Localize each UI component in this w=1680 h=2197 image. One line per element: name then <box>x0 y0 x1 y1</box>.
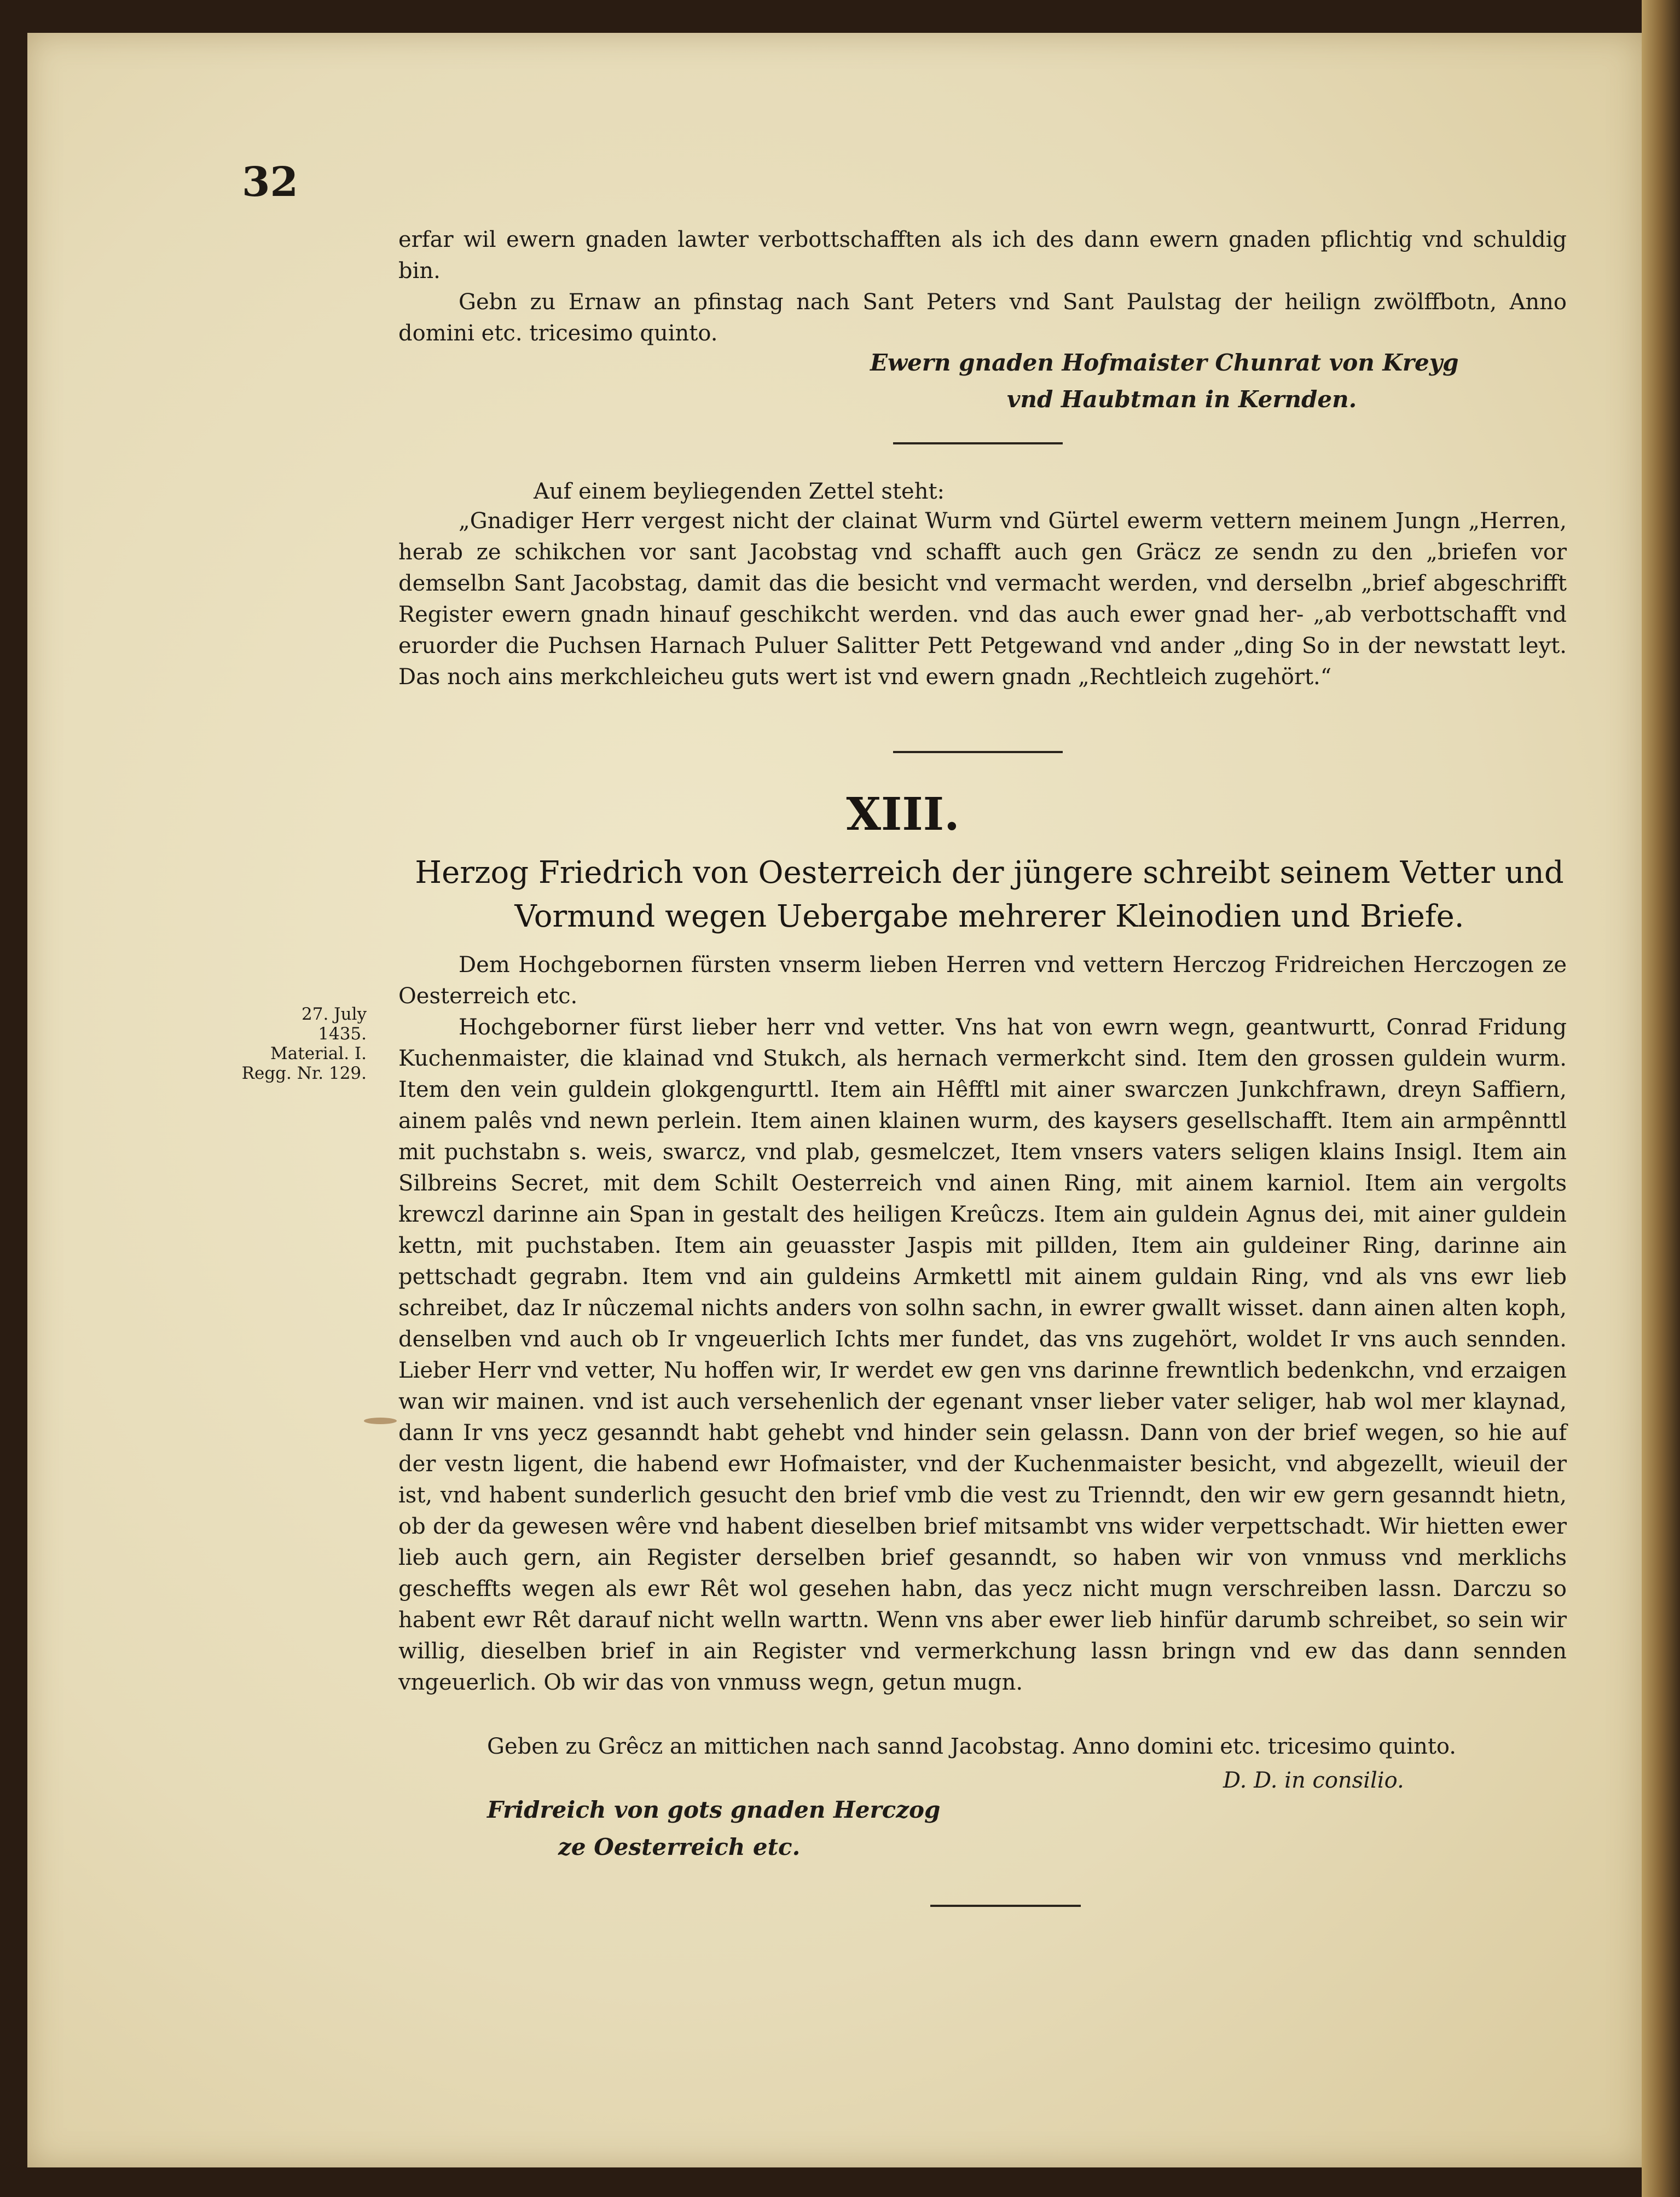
letter1-signature-line2: vnd Haubtman in Kernden. <box>1007 386 1357 413</box>
section-divider <box>893 751 1063 753</box>
letter2-signature-line1: Fridreich von gots gnaden Herczog <box>487 1796 941 1823</box>
letter1-signature-line1: Ewern gnaden Hofmaister Chunrat von Kreyg <box>870 349 1459 376</box>
letter2-address: Dem Hochgebornen fürsten vnserm lieben Herren vnd vettern Herczog Fridreichen Herczogen ze Oesterreich etc. <box>398 952 1567 1009</box>
margin-note-source: Material. I. <box>270 1044 367 1063</box>
end-divider <box>930 1905 1081 1907</box>
margin-note-date: 27. July <box>302 1004 367 1024</box>
letter2-closing: Geben zu Grêcz an mittichen nach sannd Jacobstag. Anno domini etc. tricesimo quinto. <box>487 1734 1456 1759</box>
attachment-intro: Auf einem beyliegenden Zettel steht: <box>534 479 945 504</box>
margin-note-year: 1435. <box>318 1024 367 1044</box>
margin-note-reference: Regg. Nr. 129. <box>241 1063 367 1083</box>
letter2-body: Hochgeborner fürst lieber herr vnd vetter. Vns hat von ewrn wegn, geantwurtt, Conrad Fridung Kuchenmaister, die klainad vnd Stukch, als hernach vermerkcht sind. Item den grossen guldein wurm. Item den vein guldein glokgengurttl. Item ain Hêfftl mit ainer swarczen Junkchfrawn, dreyn Saffiern, ainem palês vnd newn perlein. Item ainen klainen wurm, des kaysers gesellschafft. Item ain armpênnttl mit puchstabn s. weis, swarcz, vnd plab, gesmelczet, Item vnsers vaters seligen klains Insigl. Item ain Silbreins Secret, mit dem Schilt Oesterreich vnd ainen Ring, mit ainem karniol. Item ain vergolts krewczl darinne ain Span in gestalt des heiligen Kreûczs. Item ain guldein Agnus dei, mit ainer guldein kettn, mit puchstaben. Item ain geuasster Jaspis mit pillden, Item ain guldeiner Ring, darinne ain pettschadt gegrabn. Item vnd ain guldeins Armkettl mit ainem guldain Ring, vnd als vns ewr lieb schreibet, daz Ir nûczemal nichts anders von solhn sachn, in ewrer gwallt wisset. dann ainen alten koph, denselben vnd auch ob Ir vngeuerlich Ichts mer fundet, das vns zugehört, woldet Ir vns auch sennden. Lieber Herr vnd vetter, Nu hoffen wir, Ir werdet ew gen vns darinne frewntlich bedenkchn, vnd erzaigen wan wir mainen. vnd ist auch versehenlich der egenant vnser lieber vater seliger, hab wol mer klaynad, dann Ir vns yecz gesanndt habt gehebt vnd hinder sein gelassn. Dann von der brief wegen, so hie auf der vestn ligent, die habend ewr Hofmaister, vnd der Kuchenmaister besicht, vnd abgezellt, wieuil der ist, vnd habent sunderlich gesucht den brief vmb die vest zu Trienndt, den wir ew gern gesanndt hietn, ob der da gewesen wêre vnd habent dieselben brief mitsambt vns wider verpettschadt. Wir hietten ewer lieb auch gern, ain Register derselben brief gesanndt, so haben wir von vnmuss vnd merklichs gescheffts wegen als ewr Rêt wol gesehen habn, das yecz nicht mugn verschreiben lassn. Darczu so habent ewr Rêt darauf nicht welln warttn. Wenn vns aber ewer lieb hinfür darumb schreibet, so sein wir willig, dieselben brief in ain Register vnd vermerkchung lassn bringn vnd ew das dann sennden vngeuerlich. Ob wir das von vnmuss wegn, getun mugn. <box>398 1015 1567 1695</box>
section-divider <box>893 442 1063 444</box>
letter2-signature-line2: ze Oesterreich etc. <box>558 1834 801 1860</box>
letter1-dating: Gebn zu Ernaw an pfinstag nach Sant Peters vnd Sant Paulstag der heilign zwölffbotn, Anno domini etc. tricesimo quinto. <box>398 290 1567 346</box>
margin-note <box>224 1004 367 1083</box>
letter2-countersign: D. D. in consilio. <box>1223 1768 1404 1793</box>
page-number: 32 <box>242 159 298 206</box>
letter1-body-end: erfar wil ewern gnaden lawter verbottschafften als ich des dann ewern gnaden pflichtig vnd schuldig bin. <box>398 227 1567 284</box>
adjacent-page-edge <box>1642 0 1680 2197</box>
attachment-text: „Gnadiger Herr vergest nicht der clainat Wurm vnd Gürtel ewerm vettern meinem Jungn „Herren, herab ze schikchen vor sant Jacobstag vnd schafft auch gen Gräcz ze sendn zu den „briefen vor demselbn Sant Jacobstag, damit das die besicht vnd vermacht werden, vnd derselbn „brief abgeschrifft Register ewern gnadn hinauf geschikcht werden. vnd das auch ewer gnad her- „ab verbottschafft vnd eruorder die Puchsen Harnach Puluer Salitter Pett Petgewand vnd ander „ding So in der newstatt leyt. Das noch ains merkchleicheu guts wert ist vnd ewern gnadn „Rechtleich zugehört.“ <box>398 508 1567 690</box>
ink-stain <box>364 1418 397 1424</box>
section-numeral: XIII. <box>846 788 960 841</box>
section-title: Herzog Friedrich von Oesterreich der jüngere schreibt seinem Vetter und Vormund wegen Uebergabe mehrerer Kleinodien und Briefe. <box>415 855 1564 934</box>
